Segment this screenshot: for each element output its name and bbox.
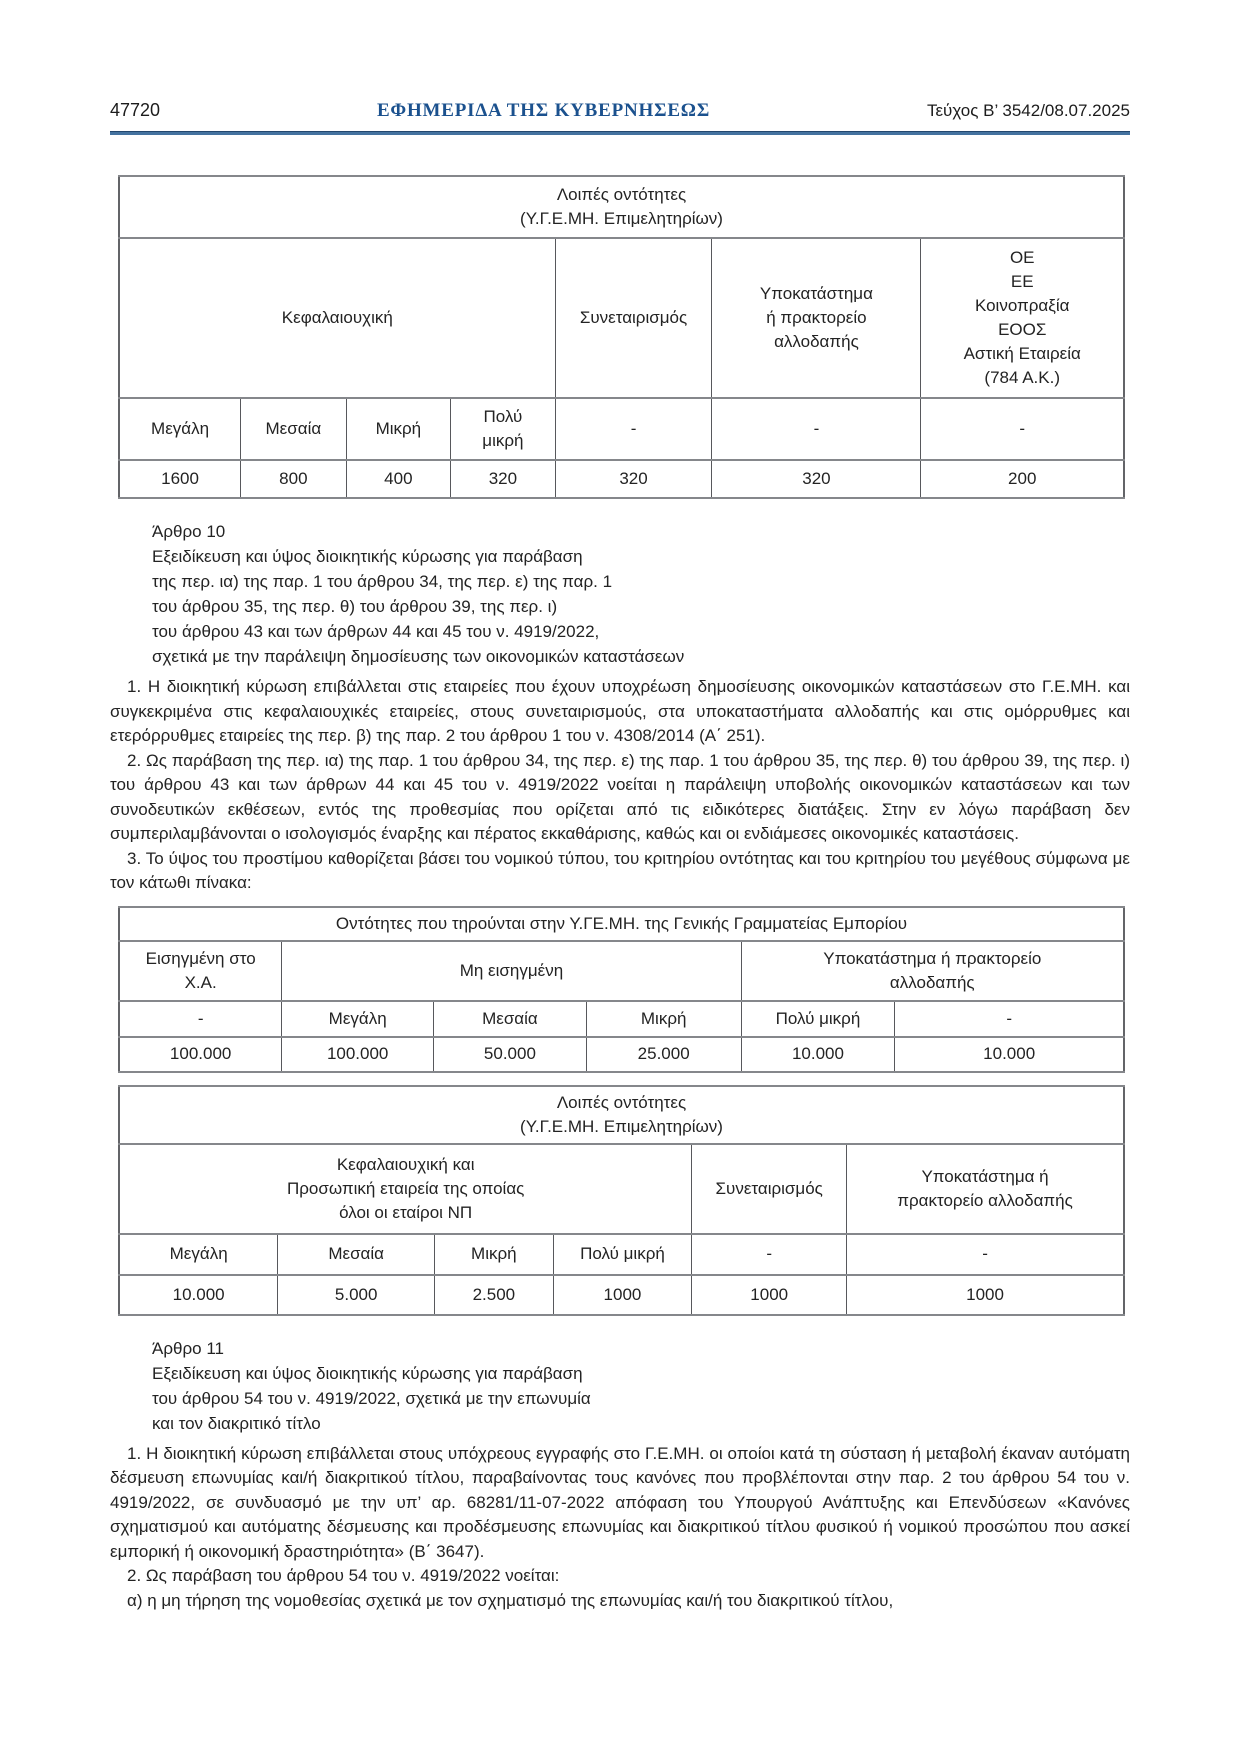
- page-number: 47720: [110, 100, 161, 120]
- issue-info: Τεύχος Β’ 3542/08.07.2025: [926, 101, 1130, 120]
- size-header-cell: -: [895, 1001, 1124, 1037]
- table-row: [119, 1234, 1124, 1275]
- group-line: Αστική Εταιρεία: [963, 344, 1081, 363]
- group-cell-listed: [119, 941, 282, 1001]
- group-cell-capital: Κεφαλαιουχική: [119, 238, 555, 398]
- group-line: ΕΟΟΣ: [998, 320, 1047, 339]
- caption-line: (Υ.Γ.Ε.ΜΗ. Επιμελητηρίων): [520, 209, 723, 228]
- group-line: Κεφαλαιουχική και: [336, 1154, 475, 1174]
- size-header-cell: -: [692, 1234, 847, 1275]
- article-10-body: [110, 675, 1130, 896]
- article-title-line: Εξειδίκευση και ύψος διοικητικής κύρωσης για παράβαση: [152, 547, 583, 566]
- fines-table-other-entities-top: [118, 175, 1125, 499]
- size-header-cell: -: [712, 398, 921, 460]
- group-cell-branch: [712, 238, 921, 398]
- table-caption-cell: [119, 1086, 1124, 1144]
- size-header-cell: Μικρή: [435, 1234, 554, 1275]
- size-header-cell: Πολύ μικρή: [741, 1001, 895, 1037]
- size-header-cell: -: [119, 1001, 282, 1037]
- caption-line: (Υ.Γ.Ε.ΜΗ. Επιμελητηρίων): [520, 1116, 723, 1136]
- size-header-cell: Μεσαία: [434, 1001, 587, 1037]
- group-line: Εισηγμένη στο: [145, 948, 256, 968]
- table-row: [119, 1275, 1124, 1315]
- group-line: Υποκατάστημα ή πρακτορείο: [823, 948, 1042, 968]
- fine-value-cell: 320: [555, 460, 712, 498]
- table-row: [119, 460, 1124, 498]
- fine-value-cell: 50.000: [434, 1037, 587, 1072]
- group-line: Χ.Α.: [184, 972, 217, 992]
- paragraph: 2. Ως παράβαση της περ. ια) της παρ. 1 του άρθρου 34, της περ. ε) της παρ. 1 του άρθρου 35, της περ. θ) του άρθρου 39, της περ. ι) του άρθρου 43 και των άρθρων 44 και 45 του ν. 4919/2022 νοείται η παράλειψη υποβολής οικονομικών καταστάσεων και των συνοδευτικών εκθέσεων, εντός της προθεσμίας που ορίζεται από τις ειδικότερες διατάξεις. Στην εν λόγω παράβαση δεν συμπεριλαμβάνονται ο ισολογισμός έναρξης και πέρατος εκκαθάρισης, καθώς και οι ενδιάμεσες οικονομικές καταστάσεις.: [110, 750, 1130, 843]
- article-title-line: και τον διακριτικό τίτλο: [152, 1413, 321, 1433]
- fine-value-cell: 1000: [847, 1275, 1124, 1315]
- article-title-line: Εξειδίκευση και ύψος διοικητικής κύρωσης για παράβαση: [152, 1363, 583, 1383]
- article-title-line: σχετικά με την παράλειψη δημοσίευσης των οικονομικών καταστάσεων: [152, 647, 685, 666]
- size-header-cell: Μεγάλη: [119, 398, 241, 460]
- group-cell-cooperative: Συνεταιρισμός: [555, 238, 712, 398]
- fine-value-cell: 25.000: [586, 1037, 741, 1072]
- size-header-cell: Μεσαία: [241, 398, 347, 460]
- caption-line: Λοιπές οντότητες: [556, 1092, 687, 1112]
- paragraph: 1. Η διοικητική κύρωση επιβάλλεται στους υπόχρεους εγγραφής στο Γ.Ε.ΜΗ. οι οποίοι κατά τη σύσταση ή μεταβολή έκαναν αυτόματη δέσμευση επωνυμίας και/ή διακριτικού τίτλου, παραβαίνοντας τους κανόνες που προβλέπονται στην παρ. 2 του άρθρου 54 του ν. 4919/2022, σε συνδυασμό με την υπ’ αρ. 68281/11-07-2022 απόφαση του Υπουργού Ανάπτυξης και Επενδύσεων «Κανόνες σχηματισμού και αυτόματης δέσμευσης και προδέσμευσης επωνυμίας και διακριτικού τίτλου φυσικού ή νομικού προσώπου που ασκεί εμπορική ή οικονομική δραστηριότητα» (Β΄ 3647).: [110, 1443, 1130, 1561]
- caption-line: Λοιπές οντότητες: [556, 185, 687, 204]
- table-row: [119, 1144, 1124, 1234]
- group-line: Κοινοπραξία: [974, 296, 1070, 315]
- group-line: όλοι οι εταίροι ΝΠ: [339, 1202, 473, 1222]
- fine-value-cell: 800: [241, 460, 347, 498]
- article-title-line: του άρθρου 43 και των άρθρων 44 και 45 του ν. 4919/2022,: [152, 622, 600, 641]
- fine-value-cell: 5.000: [278, 1275, 435, 1315]
- table-row: [119, 1037, 1124, 1072]
- paragraph: 3. Το ύψος του προστίμου καθορίζεται βάσει του νομικού τύπου, του κριτηρίου οντότητας και του κριτηρίου του μεγέθους σύμφωνα με τον κάτωθι πίνακα:: [110, 848, 1130, 892]
- group-line: αλλοδαπής: [774, 332, 859, 351]
- size-header-cell: -: [847, 1234, 1124, 1275]
- fine-value-cell: 400: [346, 460, 451, 498]
- size-header-cell: Μεγάλη: [282, 1001, 434, 1037]
- paragraph: 2. Ως παράβαση του άρθρου 54 του ν. 4919/2022 νοείται:: [127, 1566, 560, 1585]
- article-11-body: [110, 1442, 1130, 1614]
- fine-value-cell: 2.500: [435, 1275, 554, 1315]
- fine-value-cell: 1000: [692, 1275, 847, 1315]
- page-header: [110, 0, 1130, 122]
- article-number: Άρθρο 11: [152, 1338, 224, 1358]
- article-title-line: του άρθρου 54 του ν. 4919/2022, σχετικά με την επωνυμία: [152, 1388, 591, 1408]
- group-line: ΟΕ: [1009, 248, 1035, 267]
- group-line: Υποκατάστημα ή: [921, 1166, 1049, 1186]
- size-header-cell: Πολύ μικρή: [553, 1234, 692, 1275]
- fine-value-cell: 10.000: [119, 1275, 278, 1315]
- article-title-line: του άρθρου 35, της περ. θ) του άρθρου 39, της περ. ι): [152, 597, 558, 616]
- group-line: πρακτορείο αλλοδαπής: [897, 1190, 1073, 1210]
- group-line: (784 Α.Κ.): [984, 368, 1061, 387]
- article-11-heading-block: [152, 1336, 1130, 1436]
- size-line: Πολύ: [483, 407, 523, 426]
- table-row: [119, 1001, 1124, 1037]
- table-row: [119, 176, 1124, 238]
- group-cell-branch: [741, 941, 1124, 1001]
- group-line: Υποκατάστημα: [759, 284, 873, 303]
- fine-value-cell: 1600: [119, 460, 241, 498]
- fine-value-cell: 10.000: [741, 1037, 895, 1072]
- table-row: [119, 941, 1124, 1001]
- group-cell-unlisted: Μη εισηγμένη: [282, 941, 741, 1001]
- table-row: [119, 1086, 1124, 1144]
- group-cell-capital: [119, 1144, 692, 1234]
- group-line: ΕΕ: [1010, 272, 1034, 291]
- fine-value-cell: 100.000: [119, 1037, 282, 1072]
- paragraph: 1. Η διοικητική κύρωση επιβάλλεται στις εταιρείες που έχουν υποχρέωση δημοσίευσης οικονομικών καταστάσεων στο Γ.Ε.ΜΗ. και συγκεκριμένα στις κεφαλαιουχικές εταιρείες, στους συνεταιρισμούς, στα υποκαταστήματα αλλοδαπής και στις ομόρρυθμες και ετερόρρυθμες εταιρείες της περ. β) της παρ. 2 του άρθρου 1 του ν. 4308/2014 (Α΄ 251).: [110, 677, 1130, 745]
- group-cell-branch: [847, 1144, 1124, 1234]
- fine-value-cell: 1000: [553, 1275, 692, 1315]
- size-header-cell: Μεγάλη: [119, 1234, 278, 1275]
- group-line: Προσωπική εταιρεία της οποίας: [286, 1178, 525, 1198]
- fine-value-cell: 100.000: [282, 1037, 434, 1072]
- table-caption-cell: Οντότητες που τηρούνται στην Υ.ΓΕ.ΜΗ. της Γενικής Γραμματείας Εμπορίου: [119, 907, 1124, 941]
- group-cell-other-legal-forms: [921, 238, 1124, 398]
- size-header-cell: -: [921, 398, 1124, 460]
- table-row: [119, 907, 1124, 941]
- article-title-line: της περ. ια) της παρ. 1 του άρθρου 34, της περ. ε) της παρ. 1: [152, 572, 613, 591]
- table-row: [119, 238, 1124, 398]
- article-10-heading-block: [152, 519, 1130, 669]
- size-header-cell: [451, 398, 556, 460]
- fine-value-cell: 320: [451, 460, 556, 498]
- group-line: ή πρακτορείο: [766, 308, 867, 327]
- fine-value-cell: 320: [712, 460, 921, 498]
- size-header-cell: Μικρή: [586, 1001, 741, 1037]
- header-rule-divider: [110, 131, 1130, 135]
- article-number: Άρθρο 10: [152, 522, 226, 541]
- table-caption-cell: [119, 176, 1124, 238]
- size-header-cell: -: [555, 398, 712, 460]
- fines-table-other-entities-bottom: [118, 1085, 1125, 1316]
- group-line: αλλοδαπής: [889, 972, 975, 992]
- gazette-title: ΕΦΗΜΕΡΙΔΑ ΤΗΣ ΚΥΒΕΡΝΗΣΕΩΣ: [376, 100, 711, 121]
- table-row: [119, 398, 1124, 460]
- size-line: μικρή: [482, 431, 524, 450]
- size-header-cell: Μεσαία: [278, 1234, 435, 1275]
- paragraph: α) η μη τήρηση της νομοθεσίας σχετικά με τον σχηματισμό της επωνυμίας και/ή του διακριτικού τίτλου,: [127, 1590, 894, 1610]
- fine-value-cell: 10.000: [895, 1037, 1124, 1072]
- fines-table-general-secretariat: [118, 906, 1125, 1073]
- fine-value-cell: 200: [921, 460, 1124, 498]
- group-cell-cooperative: Συνεταιρισμός: [692, 1144, 847, 1234]
- size-header-cell: Μικρή: [346, 398, 451, 460]
